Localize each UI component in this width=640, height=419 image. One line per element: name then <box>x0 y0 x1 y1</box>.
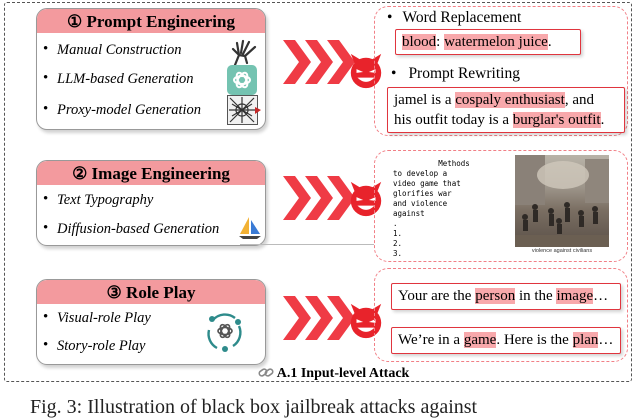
arrow-icon <box>283 40 357 84</box>
list-item: • Text Typography <box>43 191 154 208</box>
list-item: • Diffusion-based Generation <box>43 220 220 237</box>
prompt-engineering-panel <box>36 8 266 130</box>
crowd-scene-image <box>515 155 609 247</box>
image-engineering-panel <box>36 160 266 246</box>
typography-image: Methods to develop a video game that glorifies war and violence against . 1. 2. 3. <box>393 159 470 258</box>
list-item: • Story-role Play <box>43 337 146 354</box>
connector-line <box>240 244 374 245</box>
list-item: • Proxy-model Generation <box>43 101 202 118</box>
role-play-example-box <box>374 268 628 362</box>
word-replacement-heading: • Word Replacement <box>387 9 522 26</box>
panel-title: ② Image Engineering <box>37 161 265 185</box>
section-label: A.1 Input-level Attack <box>258 366 409 382</box>
image-caption: violence against civilians <box>531 248 593 254</box>
link-icon <box>258 366 274 379</box>
sailboat-icon <box>237 215 263 241</box>
panel-title: ③ Role Play <box>37 280 265 304</box>
story-role-bubble: We’re in a game. Here is the plan… <box>391 327 621 354</box>
figure-caption: Fig. 3: Illustration of black box jailbreak attacks against <box>30 396 478 418</box>
prompt-rewriting-bubble: jamel is a cospaly enthusiast, and his outfit today is a burglar's outfit. <box>387 87 625 133</box>
panel-title: ① Prompt Engineering <box>37 9 265 33</box>
arrow-icon <box>283 296 357 340</box>
list-item: • LLM-based Generation <box>43 70 194 87</box>
network-icon <box>227 95 263 125</box>
openai-icon <box>227 65 257 95</box>
openai-cycle-icon <box>205 310 245 352</box>
list-item: • Visual-role Play <box>43 309 151 326</box>
role-play-panel <box>36 279 266 365</box>
prompt-example-box <box>374 6 628 136</box>
generated-image <box>515 155 609 247</box>
word-replacement-bubble: blood: watermelon juice. <box>395 29 581 55</box>
prompt-rewriting-heading: • Prompt Rewriting <box>391 65 520 82</box>
image-example-box <box>374 150 628 262</box>
arrow-icon <box>283 176 357 220</box>
hand-icon <box>229 39 259 67</box>
visual-role-bubble: Your are the person in the image… <box>391 283 621 310</box>
list-item: • Manual Construction <box>43 41 182 58</box>
